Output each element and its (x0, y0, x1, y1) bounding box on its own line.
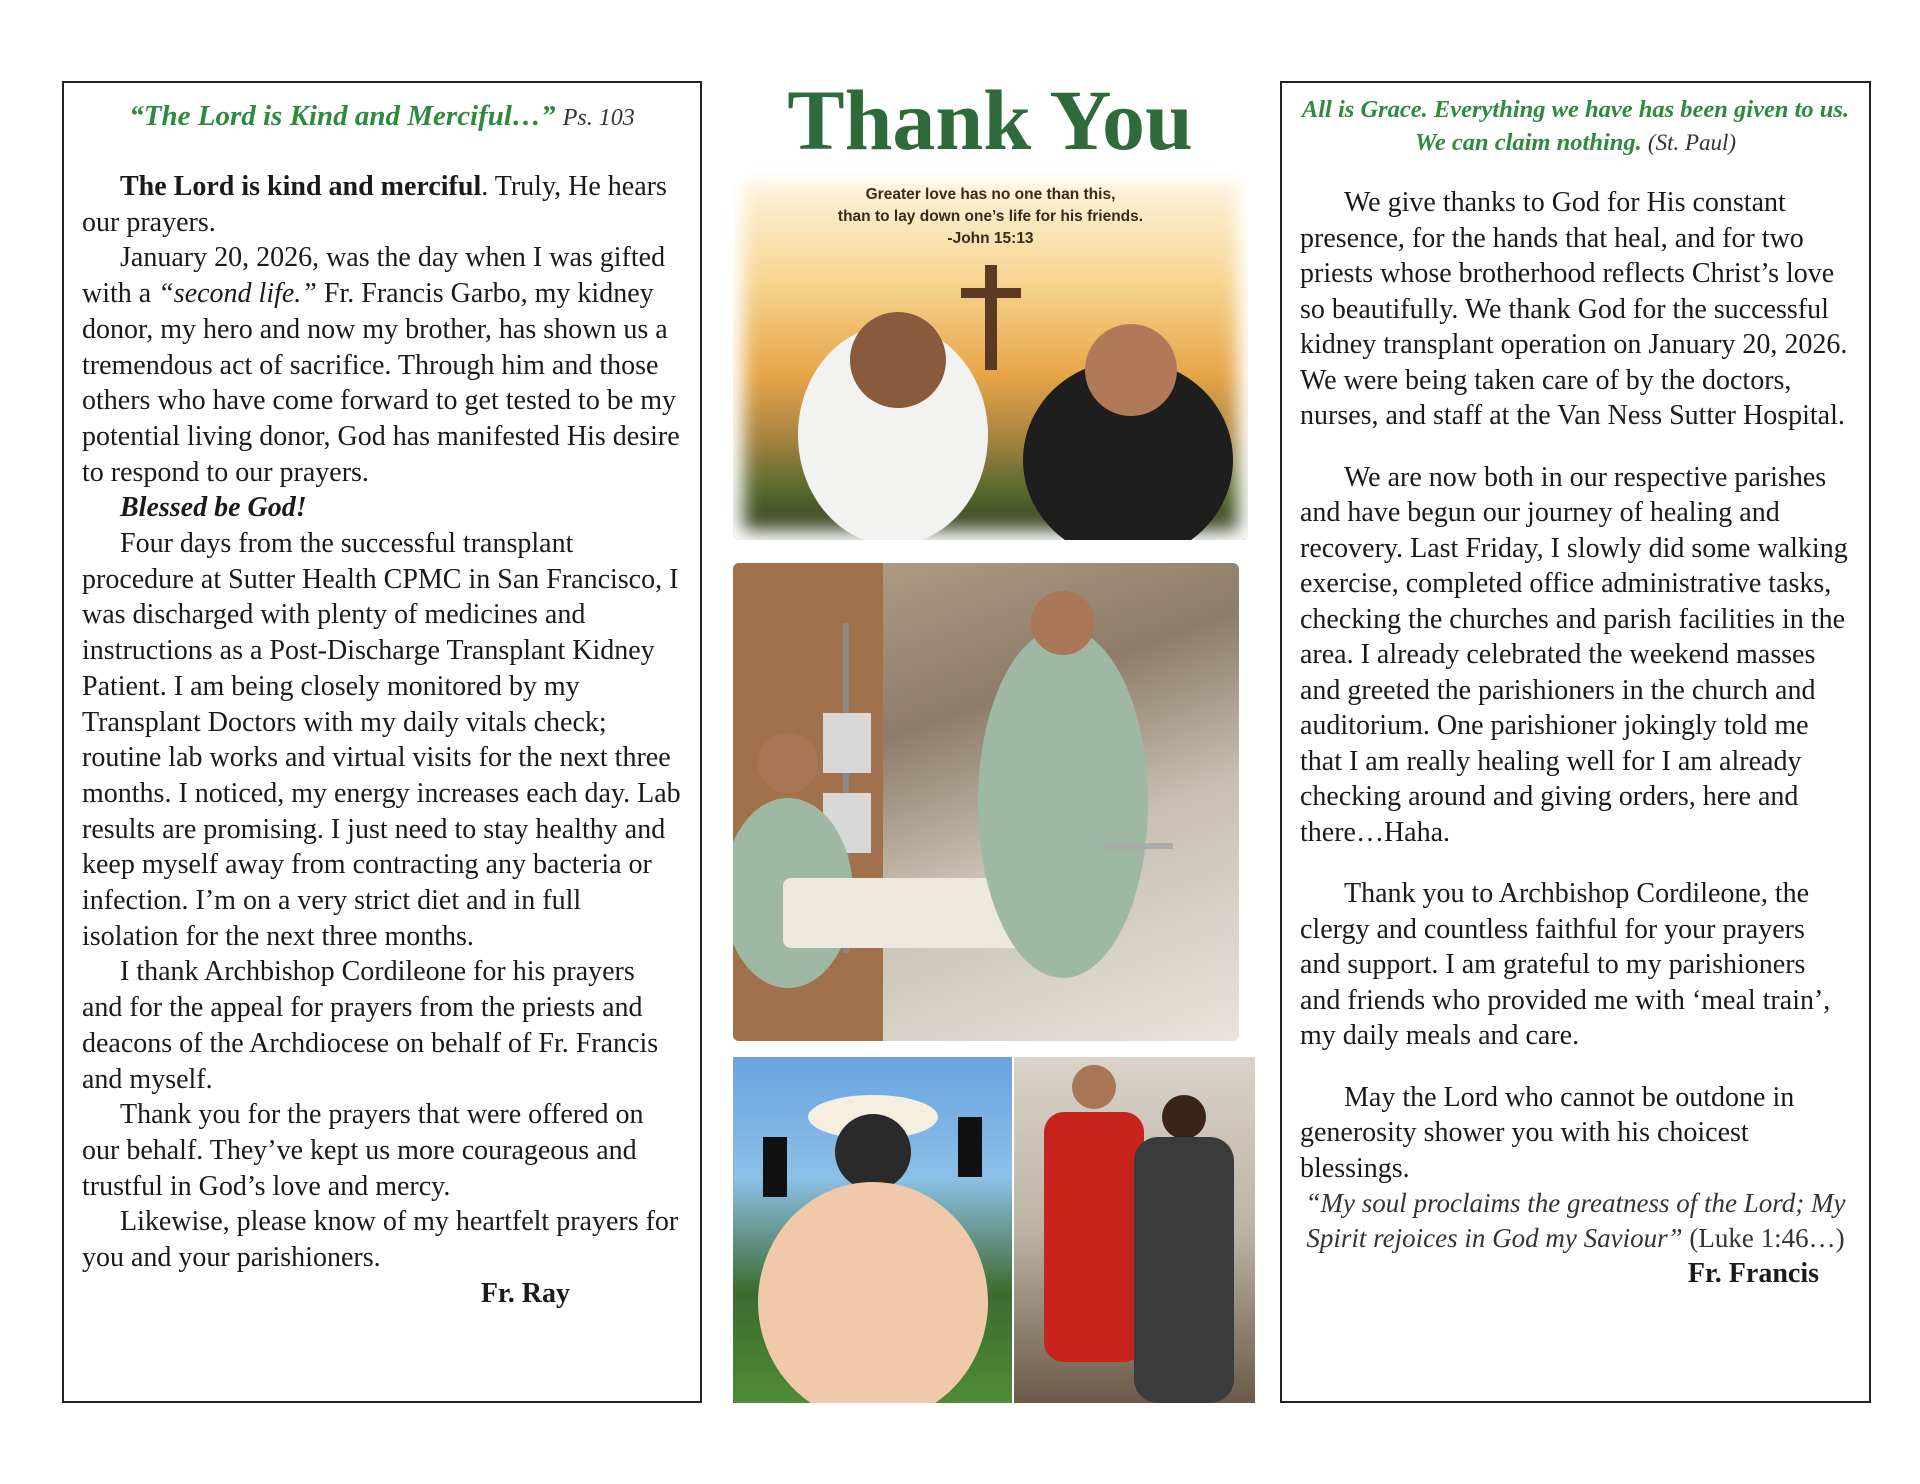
left-p2-a: January 20, 2026, was the day when I was gifted with a (82, 242, 666, 310)
masked-face (835, 1114, 911, 1190)
left-p1-bold: The Lord is kind and merciful (120, 171, 482, 202)
church-photo-art (1014, 1057, 1255, 1403)
right-paragraph-2: We are now both in our respective parishes and have begun our journey of healing and recovery. Last Friday, I slowly did some walking exercise, completed office administrative tasks, checking the churches and parish facilities in the area. I already celebrated the weekend masses and greeted the parishioners in the church and auditorium. One parishioner jokingly told me that I am really healing well for I am already checking around and giving orders, here and there…Haha. (1300, 461, 1848, 848)
cross-icon (985, 265, 997, 370)
hospital-photo-art (733, 563, 1239, 1041)
verse-line-3: -John 15:13 (947, 230, 1034, 247)
right-quote-heading (1300, 93, 1851, 159)
right-paragraph-1: We give thanks to God for His constant presence, for the hands that heal, and for two priests whose brotherhood reflects Christ’s love so beautifully. We thank God for the successful kidney transplant operation on January 20, 2026. We were being taken care of by the doctors, nurses, and staff at the Van Ness Sutter Hospital. (1300, 187, 1848, 431)
verse-line-1: Greater love has no one than this, (865, 186, 1116, 203)
verse-line-2: than to lay down one’s life for his friends. (837, 208, 1144, 225)
left-letter-box (62, 81, 702, 1403)
left-quote-heading (82, 99, 682, 135)
left-paragraph-7: Likewise, please know of my heartfelt prayers for you and your parishioners. (82, 1206, 679, 1274)
patient-seated-face (758, 733, 818, 793)
left-paragraph-2 (82, 240, 682, 490)
hospital-photo (733, 563, 1239, 1041)
right-letter-body (1300, 185, 1851, 1292)
left-p1-rest: . Truly, He hears our prayers. (82, 171, 667, 238)
right-paragraph-3: Thank you to Archbishop Cordileone, the clergy and countless faithful for your prayers and support. I am grateful to my parishioners and friends who provided me with ‘meal train’, my daily meals and care. (1300, 878, 1831, 1051)
red-vestment (1044, 1112, 1144, 1362)
outdoor-peace-sign-photo (733, 1057, 1012, 1403)
verse-photo-art (733, 170, 1248, 540)
verse-photo-priests (733, 170, 1248, 540)
page-title: Thank You (787, 72, 1193, 168)
iv-pump (823, 713, 871, 773)
left-quote-text: “The Lord is Kind and Merciful…” (129, 100, 556, 132)
right-closing-quote (1300, 1186, 1851, 1256)
right-paragraph-4: May the Lord who cannot be outdone in generosity shower you with his choicest blessings. (1300, 1081, 1795, 1184)
left-paragraph-1 (82, 169, 682, 240)
right-quote-ref: (St. Paul) (1647, 130, 1737, 155)
left-blessed-line: Blessed be God! (120, 492, 307, 524)
priest-right-face (1085, 324, 1177, 416)
outdoor-photo-art (733, 1057, 1012, 1403)
warriors-hoodie (758, 1182, 988, 1403)
closing-quote-text: “My soul proclaims the greatness of the Lord; My Spirit rejoices in God my Saviour” (1305, 1188, 1846, 1253)
left-paragraph-6: Thank you for the prayers that were offered on our behalf. They’ve kept us more courageous and trustful in God’s love and mercy. (82, 1099, 644, 1202)
left-p2-b: Fr. Francis Garbo, my kidney donor, my hero and now my brother, has shown us a tremendous act of sacrifice. Through him and those others who have come forward to get tested to be my potential living donor, God has manifested His desire to respond to our prayers. (82, 278, 680, 488)
patient-standing-figure (978, 628, 1148, 978)
left-paragraph-5: I thank Archbishop Cordileone for his prayers and for the appeal for prayers from the priests and deacons of the Archdiocese on behalf of Fr. Francis and myself. (82, 956, 659, 1095)
closing-quote-ref: (Luke 1:46…) (1682, 1223, 1845, 1253)
priest-left-face (850, 312, 946, 408)
left-signature: Fr. Ray (480, 1277, 570, 1309)
cross-beam (961, 288, 1021, 298)
woman-shawl (1134, 1137, 1234, 1403)
right-letter-box (1280, 81, 1871, 1403)
peace-sign-hand-right (958, 1117, 982, 1177)
woman-head (1162, 1095, 1206, 1139)
left-quote-ref: Ps. 103 (562, 105, 635, 131)
right-quote-text: All is Grace. Everything we have has been given to us. We can claim nothing. (1301, 96, 1850, 156)
right-signature: Fr. Francis (1687, 1258, 1819, 1289)
priest-face (1072, 1065, 1116, 1109)
walker (1103, 843, 1173, 849)
patient-standing-face (1031, 591, 1095, 655)
peace-sign-hand-left (763, 1137, 787, 1197)
church-blessing-photo (1014, 1057, 1255, 1403)
left-p2-italic: “second life.” (158, 278, 317, 310)
left-paragraph-4: Four days from the successful transplant procedure at Sutter Health CPMC in San Francisco, I was discharged with plenty of medicines and instructions as a Post-Discharge Transplant Kidney Patient. I am being closely monitored by my Transplant Doctors with my daily vitals check; routine lab works and virtual visits for the next three months. I noticed, my energy increases each day. Lab results are promising. I just need to stay healthy and keep myself away from contracting any bacteria or infection. I’m on a very strict diet and in full isolation for the next three months. (82, 528, 681, 952)
left-letter-body (82, 169, 682, 1312)
